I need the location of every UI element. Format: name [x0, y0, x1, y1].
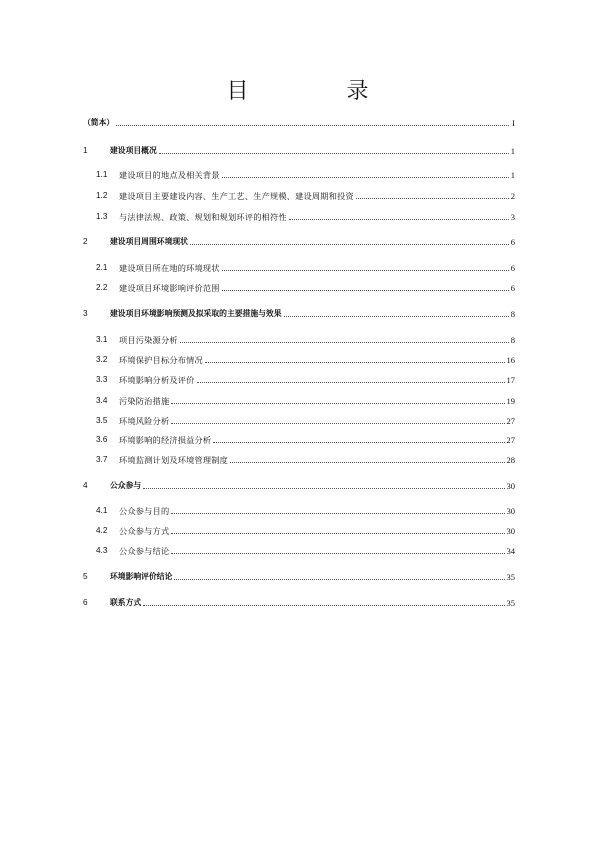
toc-entry-title: 环境保护目标分布情况	[119, 355, 203, 365]
dot-leader	[356, 197, 509, 199]
toc-entry-number: 3.4	[96, 396, 108, 405]
toc-entry-page: 17	[506, 375, 515, 385]
toc-entry-number: 3.5	[96, 416, 108, 425]
toc-entry-page: 6	[510, 283, 515, 293]
toc-entry[interactable]	[83, 453, 515, 465]
toc-entry-number: 1.1	[96, 170, 108, 179]
toc-entry-number: 4	[83, 481, 88, 490]
dot-leader	[197, 381, 505, 383]
dot-leader	[174, 578, 504, 580]
toc-entry-page: 6	[510, 237, 515, 247]
toc-entry-number: 3.2	[96, 355, 108, 364]
toc-entry-title: 联系方式	[110, 598, 142, 607]
toc-entry[interactable]	[83, 570, 515, 582]
toc-entry-number: 6	[83, 598, 88, 607]
toc-entry-title: 建设项目环境影响预测及拟采取的主要措施与效果	[110, 309, 282, 318]
toc-entry-page: 6	[510, 263, 515, 273]
toc-entry-page: 8	[510, 335, 515, 345]
dot-leader	[171, 422, 504, 424]
toc-entry-number: 2.1	[96, 263, 108, 272]
toc-entry-title: 建设项目周围环境现状	[110, 237, 188, 246]
toc-entry-page: 34	[506, 546, 515, 556]
toc-entry[interactable]	[83, 333, 515, 345]
toc-entry-page: 19	[506, 396, 515, 406]
dot-leader	[222, 269, 509, 271]
toc-entry-number: 1.3	[96, 212, 108, 221]
toc-entry-page: I	[512, 118, 515, 128]
toc-entry-title: 公众参与目的	[119, 506, 170, 516]
dot-leader	[159, 152, 509, 154]
toc-entry-title: 环境监测计划及环境管理制度	[119, 455, 229, 465]
toc-entry-number: 3.3	[96, 375, 108, 384]
toc-entry[interactable]	[83, 504, 515, 516]
dot-leader	[171, 532, 504, 534]
toc-entry-number: 1.2	[96, 191, 108, 200]
toc-entry[interactable]	[83, 433, 515, 445]
toc-entry[interactable]	[83, 373, 515, 385]
toc-entry[interactable]	[83, 544, 515, 556]
dot-leader	[222, 289, 509, 291]
toc-entry-title: 建设项目的地点及相关背景	[119, 170, 220, 180]
toc-entry-title: 环境影响评价结论	[110, 572, 173, 581]
toc-entry[interactable]	[83, 524, 515, 536]
toc-entry[interactable]	[83, 307, 515, 319]
toc-entry[interactable]	[83, 168, 515, 180]
toc-entry-title: 公众参与方式	[119, 526, 170, 536]
toc-entry-title: 环境风险分析	[119, 416, 170, 426]
toc-entry[interactable]	[83, 210, 515, 222]
dot-leader	[284, 315, 509, 317]
dot-leader	[205, 361, 505, 363]
toc-entry-title: 环境影响分析及评价	[119, 375, 195, 385]
toc-entry-number: 3.7	[96, 455, 108, 464]
toc-entry-title: 公众参与	[110, 481, 142, 490]
toc-entry-page: 2	[510, 191, 515, 201]
toc-entry-title: 公众参与结论	[119, 546, 170, 556]
toc-entry-number: 5	[83, 572, 88, 581]
toc-entry-page: 16	[506, 355, 515, 365]
dot-leader	[213, 441, 504, 443]
toc-entry[interactable]	[83, 414, 515, 426]
toc-entry-page: 30	[506, 481, 515, 491]
toc-entry-title: 建设项目概况	[110, 146, 157, 155]
dot-leader	[171, 552, 504, 554]
toc-entry[interactable]	[83, 394, 515, 406]
toc-entry[interactable]	[83, 261, 515, 273]
dot-leader	[180, 341, 509, 343]
toc-entry[interactable]	[83, 144, 515, 156]
toc-entry-number: 4.1	[96, 506, 108, 515]
toc-entry-page: 27	[506, 416, 515, 426]
dot-leader	[230, 461, 504, 463]
dot-leader	[190, 243, 509, 245]
toc-entry-title: 污染防治措施	[119, 396, 170, 406]
toc-entry-number: 4.2	[96, 526, 108, 535]
toc-entry-page: 35	[506, 572, 515, 582]
dot-leader	[143, 487, 504, 489]
toc-entry-title: 项目污染源分析	[119, 335, 178, 345]
toc-entry[interactable]	[83, 353, 515, 365]
toc-entry-page: 3	[510, 212, 515, 222]
toc-entry-title: 环境影响的经济损益分析	[119, 435, 212, 445]
toc-entry[interactable]	[83, 116, 515, 128]
toc-entry[interactable]	[83, 235, 515, 247]
dot-leader	[116, 124, 509, 126]
toc-entry-title: 建设项目所在地的环境现状	[119, 263, 220, 273]
toc-entry-page: 1	[510, 170, 515, 180]
toc-entry-number: 3	[83, 309, 88, 318]
toc-entry-title: 建设项目主要建设内容、生产工艺、生产规模、建设周期和投资	[119, 191, 354, 201]
toc-entry[interactable]	[83, 596, 515, 608]
toc-entry-page: 27	[506, 435, 515, 445]
toc-entry[interactable]	[83, 281, 515, 293]
toc-entry-page: 35	[506, 598, 515, 608]
toc-entry-title: 建设项目环境影响评价范围	[119, 283, 220, 293]
toc-entry[interactable]	[83, 479, 515, 491]
toc-entry-page: 30	[506, 506, 515, 516]
toc-entry[interactable]	[83, 189, 515, 201]
toc-entry-page: 8	[510, 309, 515, 319]
dot-leader	[222, 176, 509, 178]
toc-title: 目 录	[226, 79, 407, 104]
toc-entry-number: 2	[83, 237, 88, 246]
toc-entry-number: 3.1	[96, 335, 108, 344]
toc-entry-number: 3.6	[96, 435, 108, 444]
toc-entry-title: 与法律法规、政策、规划和规划环评的相符性	[119, 212, 287, 222]
toc-entry-number: 2.2	[96, 283, 108, 292]
toc-entry-page: 28	[506, 455, 515, 465]
toc-entry-page: 30	[506, 526, 515, 536]
toc-entry-number: 4.3	[96, 546, 108, 555]
dot-leader	[171, 512, 504, 514]
dot-leader	[289, 218, 509, 220]
toc-entry-number: 1	[83, 146, 88, 155]
dot-leader	[143, 604, 504, 606]
toc-entry-page: 1	[510, 146, 515, 156]
dot-leader	[171, 402, 504, 404]
toc-entry-title: （简本）	[83, 118, 115, 127]
